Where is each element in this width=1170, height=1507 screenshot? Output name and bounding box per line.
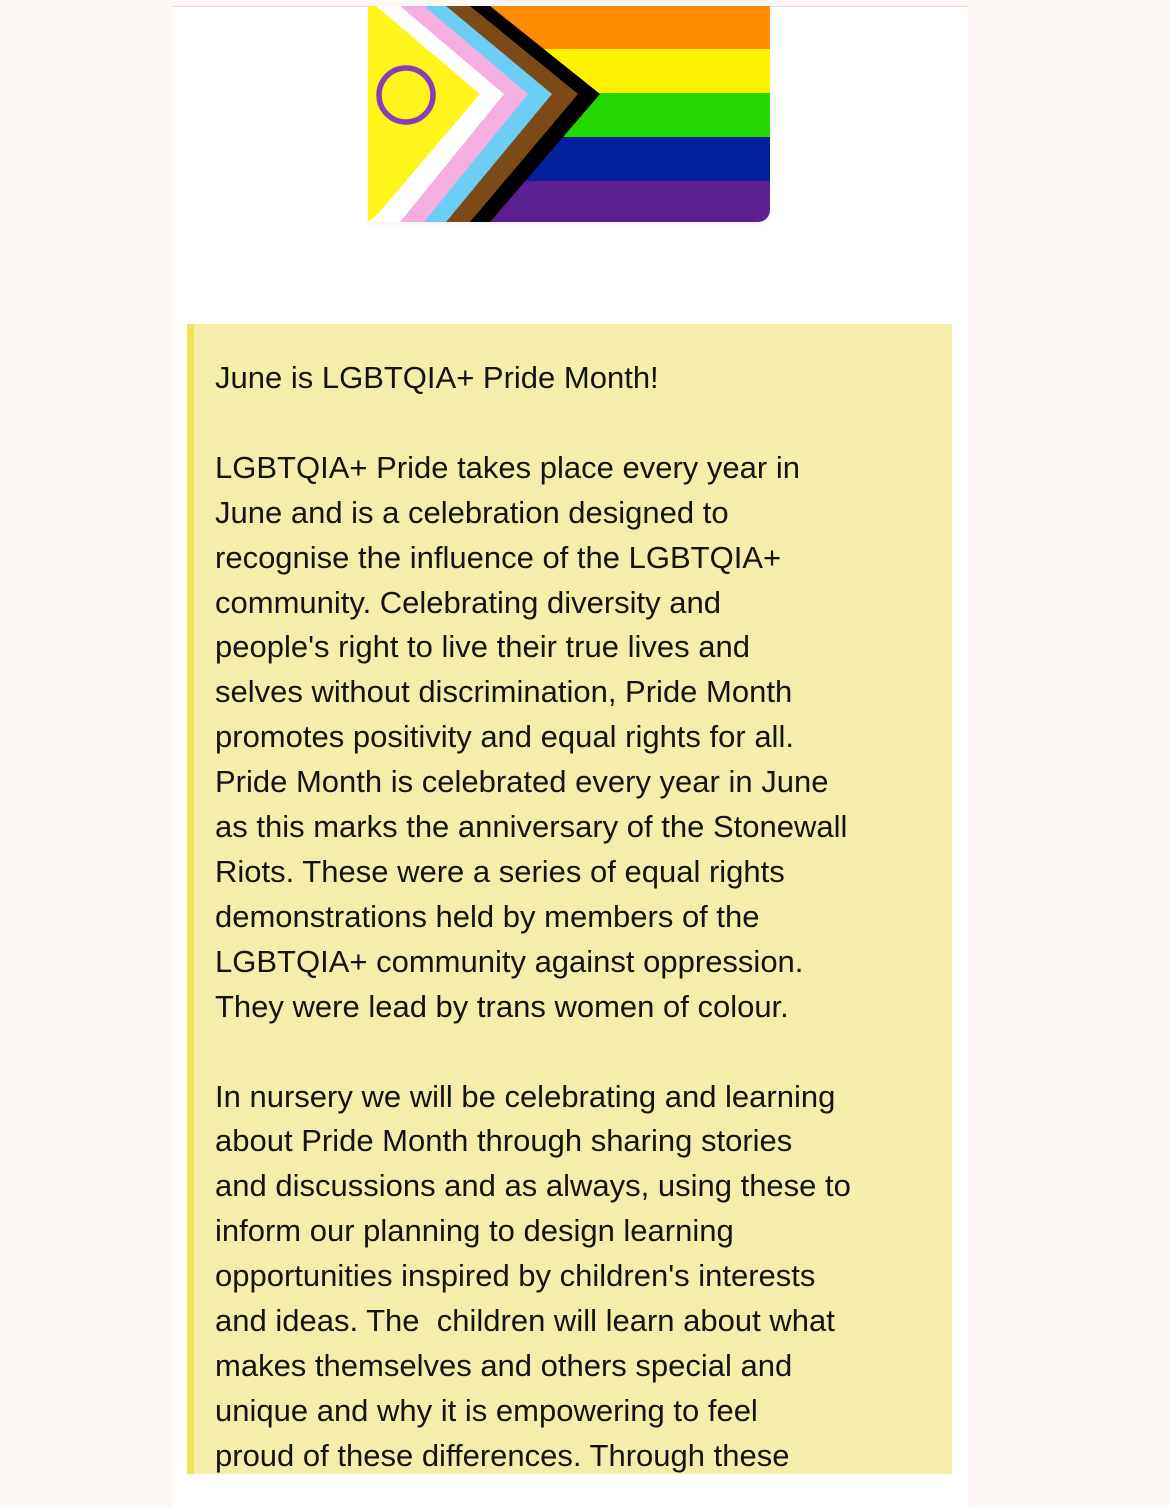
progress-pride-flag-icon: [368, 6, 770, 222]
announcement-post: [187, 324, 952, 1474]
pride-flag-image: [368, 6, 770, 222]
post-body-text: June is LGBTQIA+ Pride Month! LGBTQIA+ Pride takes place every year in June and is a celebration designed to recognise the influence of the LGBTQIA+ community. Celebrating diversity and people's right to live their true lives and selves without discrimination, Pride Month promotes positivity and equal rights for all. Pride Month is celebrated every year in June as this marks the anniversary of the Stonewall Riots. These were a series of equal rights demonstrations held by members of the LGBTQIA+ community against oppression. They were lead by trans women of colour. In nursery we will be celebrating and learning about Pride Month through sharing stories and discussions and as always, using these to inform our planning to design learning opportunities inspired by children's interests and ideas. The children will learn about what makes themselves and others special and unique and why it is empowering to feel proud of these differences. Through these: [215, 360, 851, 1473]
